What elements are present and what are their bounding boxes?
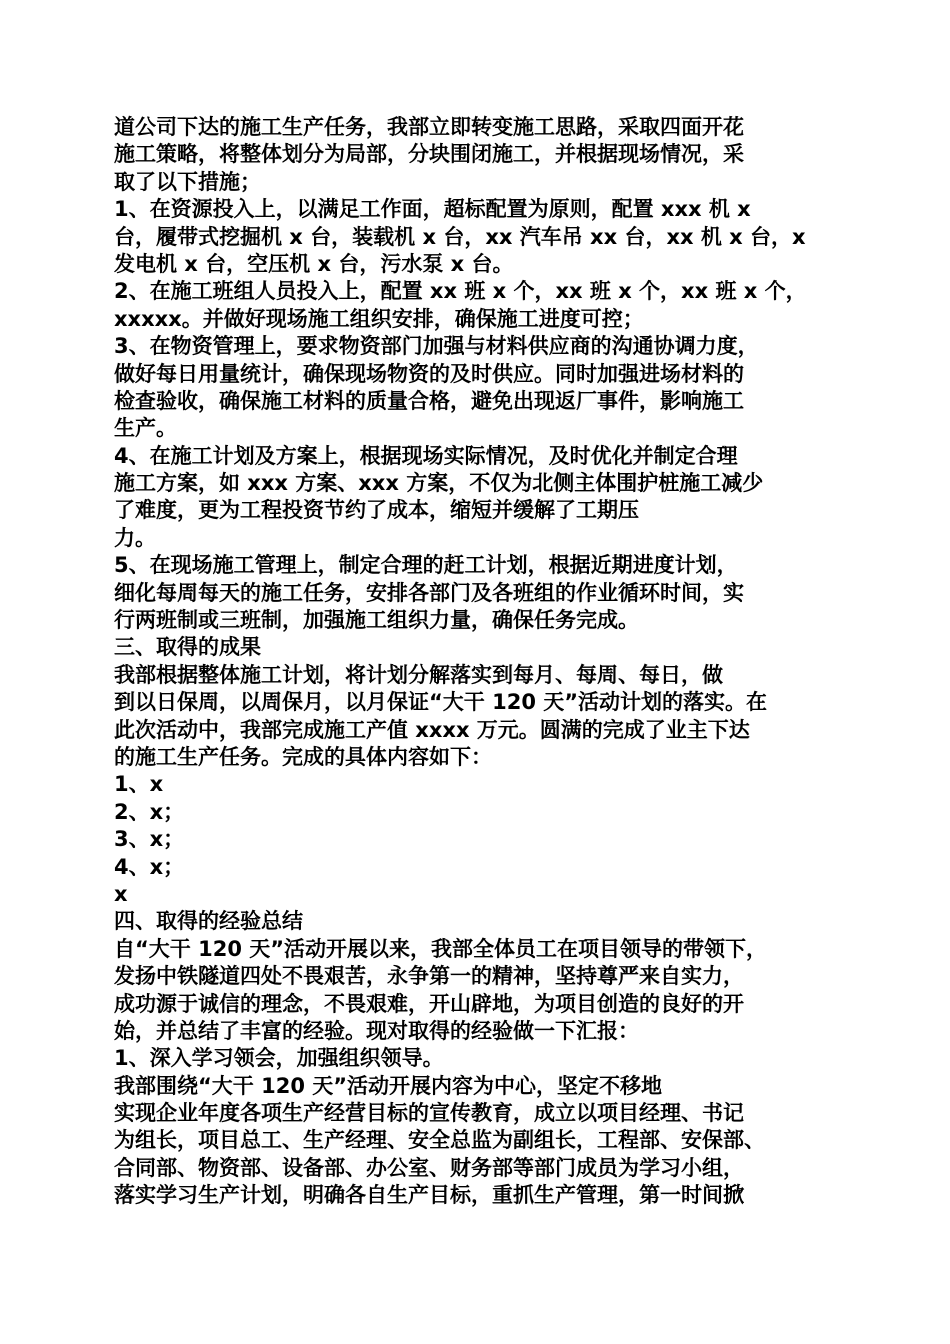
text-line: 细化每周每天的施工任务，安排各部门及各班组的作业循环时间，实 xyxy=(114,580,744,605)
list-item: 5、在现场施工管理上，制定合理的赶工计划，根据近期进度计划， xyxy=(114,553,738,578)
list-item: x xyxy=(114,881,128,906)
list-item: 3、x； xyxy=(114,827,185,852)
list-item: 4、在施工计划及方案上，根据现场实际情况，及时优化并制定合理 xyxy=(114,443,738,468)
text-line: 发电机 x 台，空压机 x 台，污水泵 x 台。 xyxy=(114,251,514,276)
text-line: 行两班制或三班制，加强施工组织力量，确保任务完成。 xyxy=(114,608,639,633)
text-line: xxxxx。并做好现场施工组织安排，确保施工进度可控； xyxy=(114,306,644,331)
text-line: 做好每日用量统计，确保现场物资的及时供应。同时加强进场材料的 xyxy=(114,361,744,386)
text-line: 台，履带式挖掘机 x 台，装载机 x 台，xx 汽车吊 xx 台，xx 机 x 台，x xyxy=(114,224,806,249)
section-heading: 三、取得的成果 xyxy=(114,635,261,660)
document-body xyxy=(114,114,854,1210)
text-line: 力。 xyxy=(114,525,156,550)
text-line: 道公司下达的施工生产任务，我部立即转变施工思路，采取四面开花 xyxy=(114,115,744,139)
text-line: 了难度，更为工程投资节约了成本，缩短并缓解了工期压 xyxy=(114,498,639,523)
text-line: 此次活动中，我部完成施工产值 xxxx 万元。圆满的完成了业主下达 xyxy=(114,717,750,742)
list-item: 4、x； xyxy=(114,854,185,879)
text-line: 取了以下措施； xyxy=(114,169,261,194)
text-line: 施工方案，如 xxx 方案、xxx 方案，不仅为北侧主体围护桩施工减少 xyxy=(114,471,764,496)
text-line: 我部围绕“大干 120 天”活动开展内容为中心，坚定不移地 xyxy=(114,1073,663,1098)
text-line: 为组长，项目总工、生产经理、安全总监为副组长，工程部、安保部、 xyxy=(114,1128,765,1153)
list-item: 2、x； xyxy=(114,799,185,824)
text-line: 发扬中铁隧道四处不畏艰苦，永争第一的精神，坚持尊严来自实力， xyxy=(114,964,744,989)
section-heading: 四、取得的经验总结 xyxy=(114,909,303,934)
text-line: 实现企业年度各项生产经营目标的宣传教育，成立以项目经理、书记 xyxy=(114,1101,744,1126)
text-line: 我部根据整体施工计划，将计划分解落实到每月、每周、每日，做 xyxy=(114,662,723,687)
text-line: 生产。 xyxy=(114,416,177,441)
list-item: 1、在资源投入上，以满足工作面，超标配置为原则，配置 xxx 机 x xyxy=(114,197,751,222)
text-line: 始，并总结了丰富的经验。现对取得的经验做一下汇报： xyxy=(114,1018,639,1043)
text-line: 落实学习生产计划，明确各自生产目标，重抓生产管理，第一时间掀 xyxy=(114,1183,744,1208)
list-item: 1、深入学习领会，加强组织领导。 xyxy=(114,1046,444,1071)
list-item: 1、x xyxy=(114,772,164,797)
text-line: 成功源于诚信的理念，不畏艰难，开山辟地，为项目创造的良好的开 xyxy=(114,991,744,1016)
list-item: 2、在施工班组人员投入上，配置 xx 班 x 个，xx 班 x 个，xx 班 x 个， xyxy=(114,279,807,304)
text-line: 的施工生产任务。完成的具体内容如下： xyxy=(114,744,492,769)
text-line: 合同部、物资部、设备部、办公室、财务部等部门成员为学习小组， xyxy=(114,1155,744,1180)
text-line: 自“大干 120 天”活动开展以来，我部全体员工在项目领导的带领下， xyxy=(114,936,768,961)
text-line: 到以日保周，以周保月，以月保证“大干 120 天”活动计划的落实。在 xyxy=(114,690,768,715)
list-item: 3、在物资管理上，要求物资部门加强与材料供应商的沟通协调力度， xyxy=(114,334,759,359)
text-line: 施工策略，将整体划分为局部，分块围闭施工，并根据现场情况，采 xyxy=(114,142,744,167)
text-line: 检查验收，确保施工材料的质量合格，避免出现返厂事件，影响施工 xyxy=(114,388,744,413)
